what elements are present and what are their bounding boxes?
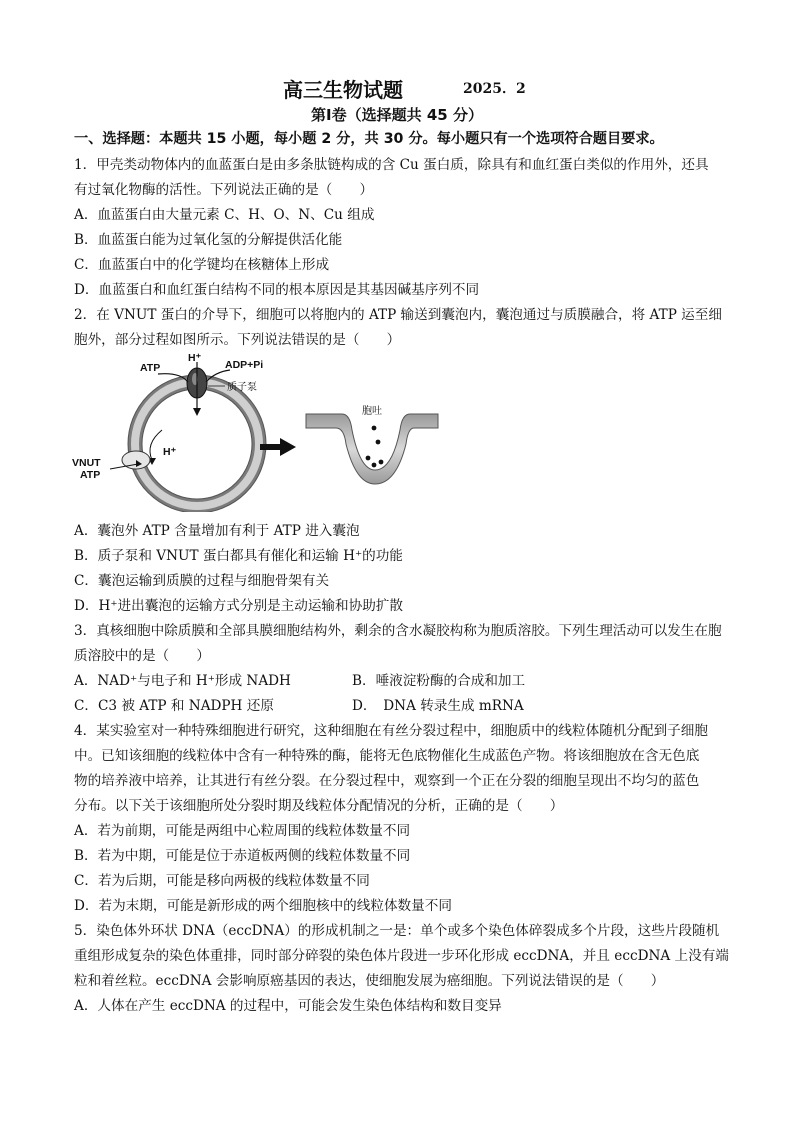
q3-stem-line1: 3．真核细胞中除质膜和全部具膜细胞结构外，剩余的含水凝胶构称为胞质溶胶。下列生理活动可以发生在胞 <box>74 623 722 639</box>
label-atp-top: ATP <box>140 362 161 374</box>
q4-option-b: B．若为中期，可能是位于赤道板两侧的线粒体数量不同 <box>74 848 411 864</box>
q5-option-a: A．人体在产生 eccDNA 的过程中，可能会发生染色体结构和数目变异 <box>74 998 502 1014</box>
q4-stem-line3: 物的培养液中培养，让其进行有丝分裂。在分裂过程中，观察到一个正在分裂的细胞呈现出不均匀的蓝色 <box>74 773 700 789</box>
q3-option-a: A．NAD⁺与电子和 H⁺形成 NADH <box>74 673 291 689</box>
q3-option-b: B．唾液淀粉酶的合成和加工 <box>352 673 526 689</box>
q1-stem-line1: 1．甲壳类动物体内的血蓝蛋白是由多条肽链构成的含 Cu 蛋白质，除具有和血红蛋白类似的作用外，还具 <box>74 157 709 173</box>
vesicle-diagram <box>70 352 450 512</box>
section-heading: 第Ⅰ卷（选择题共 45 分） <box>311 106 483 124</box>
q1-option-a: A．血蓝蛋白由大量元素 C、H、O、N、Cu 组成 <box>74 207 375 223</box>
q4-stem-line1: 4．某实验室对一种特殊细胞进行研究，这种细胞在有丝分裂过程中，细胞质中的线粒体随机分配到子细胞 <box>74 723 708 739</box>
part1-heading: 一、选择题：本题共 15 小题，每小题 2 分，共 30 分。每小题只有一个选项符合题目要求。 <box>74 131 664 147</box>
q3-option-c: C．C3 被 ATP 和 NADPH 还原 <box>74 698 274 714</box>
q2-option-c: C．囊泡运输到质膜的过程与细胞骨架有关 <box>74 573 330 589</box>
q1-option-b: B．血蓝蛋白能为过氧化氢的分解提供活化能 <box>74 232 343 248</box>
q2-option-a: A．囊泡外 ATP 含量增加有利于 ATP 进入囊泡 <box>74 523 360 539</box>
q5-stem-line2: 重组形成复杂的染色体重排，同时部分碎裂的染色体片段进一步环化形成 eccDNA，并且 eccDNA 上没有端 <box>74 948 729 964</box>
q2-option-d: D．H⁺进出囊泡的运输方式分别是主动运输和协助扩散 <box>74 598 403 614</box>
q4-option-c: C．若为后期，可能是移向两极的线粒体数量不同 <box>74 873 370 889</box>
exam-title: 高三生物试题 <box>283 78 403 102</box>
q2-figure <box>70 352 450 512</box>
q3-stem-line2: 质溶胶中的是（ ） <box>74 648 210 664</box>
q2-option-b: B．质子泵和 VNUT 蛋白都具有催化和运输 H⁺的功能 <box>74 548 403 564</box>
label-h-inner: H⁺ <box>163 446 177 458</box>
process-arrow <box>280 438 296 456</box>
q2-stem-line1: 2．在 VNUT 蛋白的介导下，细胞可以将胞内的 ATP 输送到囊泡内，囊泡通过与质膜融合，将 ATP 运至细 <box>74 307 722 323</box>
label-exocytosis: 胞吐 <box>362 406 382 417</box>
q4-stem-line2: 中。已知该细胞的线粒体中含有一种特殊的酶，能将无色底物催化生成蓝色产物。将该细胞放在含无色底 <box>74 748 700 764</box>
q4-option-a: A．若为前期，可能是两组中心粒周围的线粒体数量不同 <box>74 823 411 839</box>
q1-stem-line2: 有过氧化物酶的活性。下列说法正确的是（ ） <box>74 182 374 198</box>
title-row <box>0 74 794 100</box>
q4-option-d: D．若为末期，可能是新形成的两个细胞核中的线粒体数量不同 <box>74 898 452 914</box>
label-vnut: VNUT <box>72 457 101 469</box>
label-adp-pi: ADP+Pi <box>225 359 264 371</box>
exam-date: 2025．2 <box>463 81 526 97</box>
q5-stem-line3: 粒和着丝粒。eccDNA 会影响原癌基因的表达，使细胞发展为癌细胞。下列说法错误的是（ ） <box>74 973 665 989</box>
q5-stem-line1: 5．染色体外环状 DNA（eccDNA）的形成机制之一是：单个或多个染色体碎裂成多个片段，这些片段随机 <box>74 923 720 939</box>
q4-stem-line4: 分布。以下关于该细胞所处分裂时期及线粒体分配情况的分析，正确的是（ ） <box>74 798 564 814</box>
q3-option-d: D． DNA 转录生成 mRNA <box>352 698 524 714</box>
plasma-membrane-shape <box>306 414 438 484</box>
q1-option-c: C．血蓝蛋白中的化学键均在核糖体上形成 <box>74 257 330 273</box>
q1-option-d: D．血蓝蛋白和血红蛋白结构不同的根本原因是其基因碱基序列不同 <box>74 282 480 298</box>
label-proton-pump: 质子泵 <box>227 382 257 393</box>
label-atp-left: ATP <box>80 469 101 481</box>
q2-stem-line2: 胞外，部分过程如图所示。下列说法错误的是（ ） <box>74 332 401 348</box>
label-h-top: H⁺ <box>188 352 202 364</box>
